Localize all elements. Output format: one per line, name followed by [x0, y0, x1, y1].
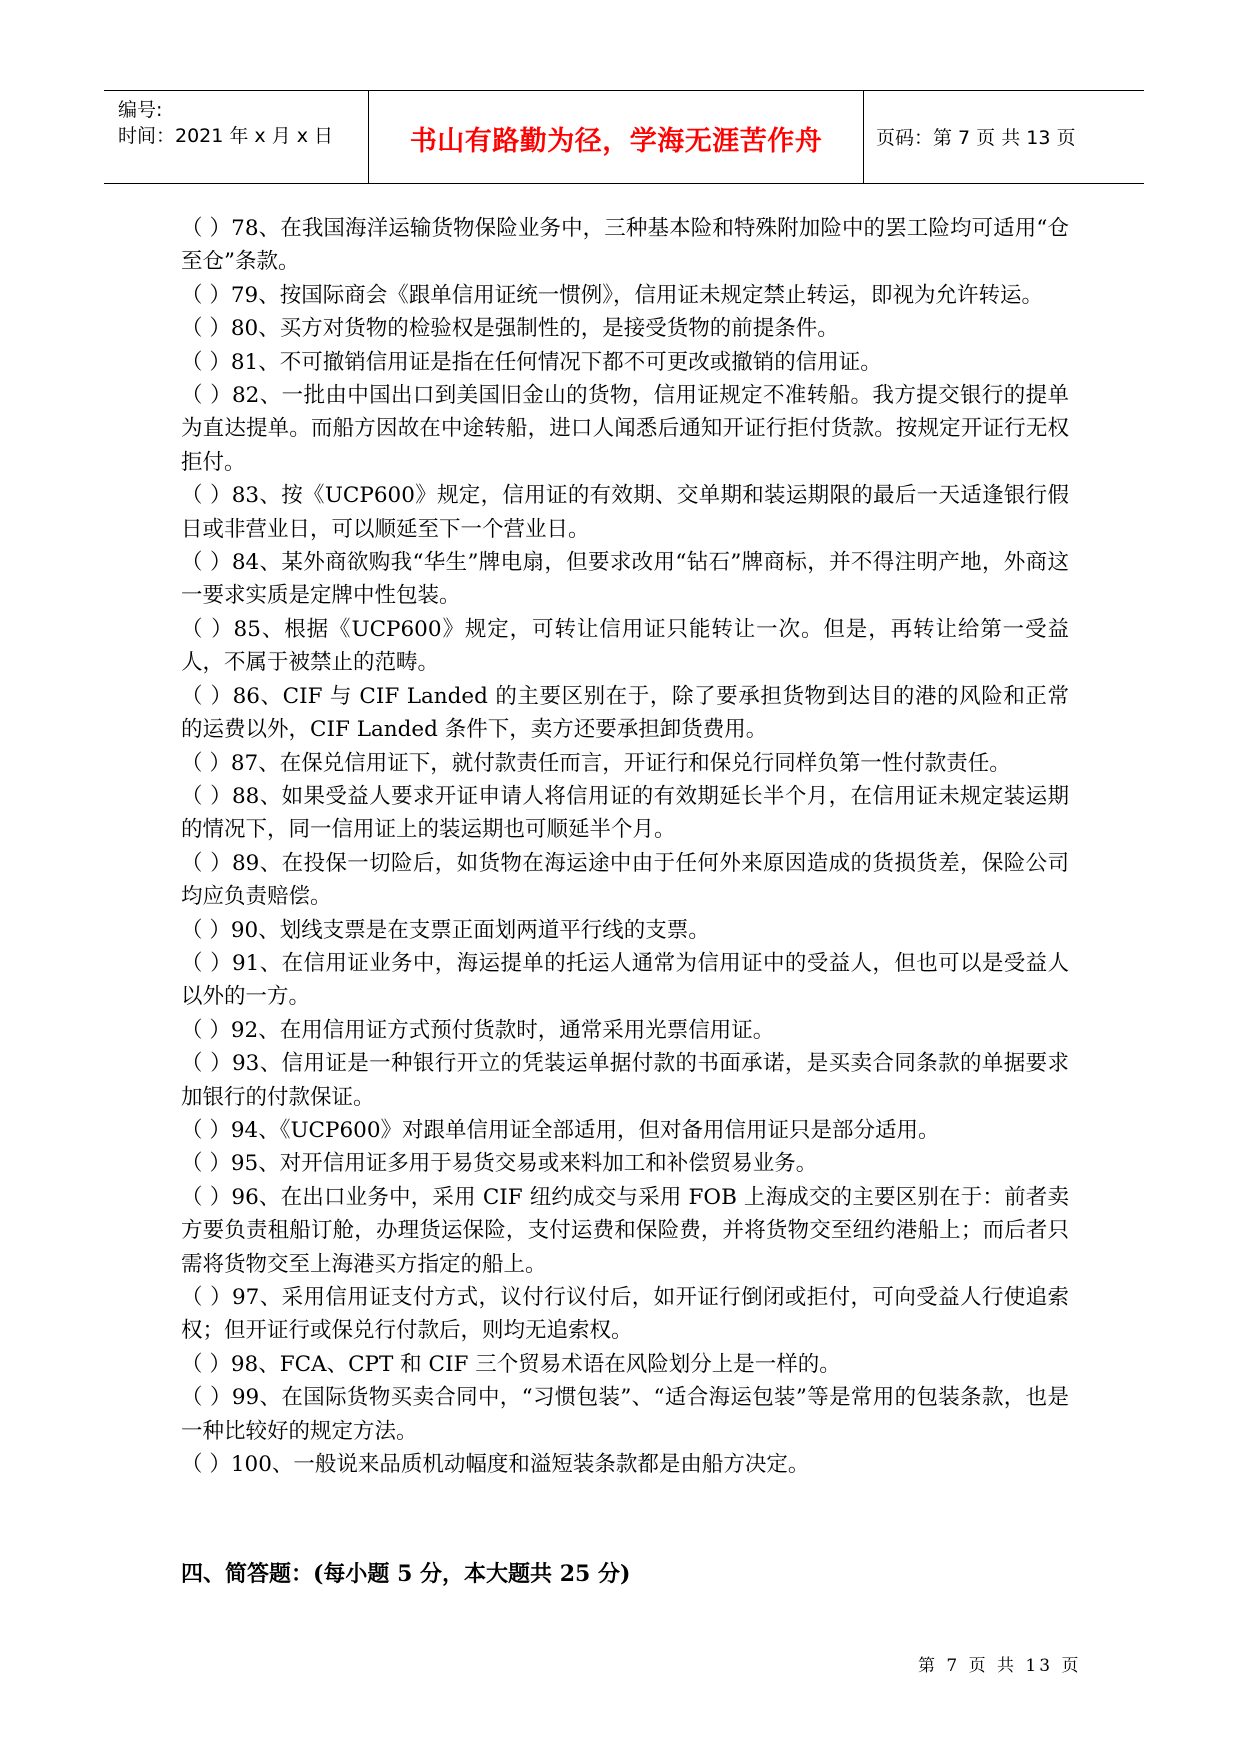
question-item: （ ）95、对开信用证多用于易货交易或来料加工和补偿贸易业务。 [181, 1151, 818, 1177]
header-middle-cell [369, 91, 864, 183]
number-label: 编号: [118, 99, 163, 121]
question-item: （ ）91、在信用证业务中，海运提单的托运人通常为信用证中的受益人，但也可以是受益人以外的一方。 [181, 950, 1069, 1010]
question-item: （ ）81、不可撤销信用证是指在任何情况下都不可更改或撤销的信用证。 [181, 349, 882, 375]
question-item: （ ）89、在投保一切险后，如货物在海运途中由于任何外来原因造成的货损货差，保险公司均应负责赔偿。 [181, 850, 1069, 910]
question-item: （ ）100、一般说来品质机动幅度和溢短装条款都是由船方决定。 [181, 1452, 810, 1478]
question-item: （ ）96、在出口业务中，采用 CIF 纽约成交与采用 FOB 上海成交的主要区别在于：前者卖方要负责租船订舱，办理货运保险，支付运费和保险费，并将货物交至纽约港船上；而后者只需将货物交至上海港买方指定的船上。 [181, 1184, 1069, 1277]
question-item: （ ）88、如果受益人要求开证申请人将信用证的有效期延长半个月，在信用证未规定装运期的情况下，同一信用证上的装运期也可顺延半个月。 [181, 783, 1069, 843]
question-item: （ ）87、在保兑信用证下，就付款责任而言，开证行和保兑行同样负第一性付款责任。 [181, 750, 1011, 776]
question-item: （ ）90、划线支票是在支票正面划两道平行线的支票。 [181, 917, 710, 943]
question-item: （ ）80、买方对货物的检验权是强制性的，是接受货物的前提条件。 [181, 316, 839, 342]
section-title: 四、简答题：(每小题 5 分，本大题共 25 分) [181, 1561, 631, 1587]
question-item: （ ）93、信用证是一种银行开立的凭装运单据付款的书面承诺，是买卖合同条款的单据要求加银行的付款保证。 [181, 1051, 1069, 1110]
page-footer: 第 7 页 共 13 页 [918, 1656, 1082, 1676]
question-item: （ ）97、采用信用证支付方式，议付行议付后，如开证行倒闭或拒付，可向受益人行使追索权；但开证行或保兑行付款后，则均无追索权。 [181, 1285, 1069, 1344]
header-page-number: 页码：第 7 页 共 13 页 [876, 127, 1076, 149]
time-label: 时间：2021 年 x 月 x 日 [118, 125, 334, 147]
question-item: （ ）98、FCA、CPT 和 CIF 三个贸易术语在风险划分上是一样的。 [181, 1351, 841, 1377]
question-item: （ ）86、CIF 与 CIF Landed 的主要区别在于，除了要承担货物到达目的港的风险和正常的运费以外，CIF Landed 条件下，卖方还要承担卸货费用。 [181, 683, 1069, 743]
question-item: （ ）92、在用信用证方式预付货款时，通常采用光票信用证。 [181, 1017, 775, 1043]
question-item: （ ）85、根据《UCP600》规定，可转让信用证只能转让一次。但是，再转让给第一受益人，不属于被禁止的范畴。 [181, 616, 1069, 676]
page-header [104, 90, 1144, 184]
question-list [181, 212, 1069, 1481]
question-item: （ ）79、按国际商会《跟单信用证统一惯例》，信用证未规定禁止转运，即视为允许转运。 [181, 282, 1043, 308]
question-item: （ ）82、一批由中国出口到美国旧金山的货物，信用证规定不准转船。我方提交银行的提单为直达提单。而船方因故在中途转船，进口人闻悉后通知开证行拒付货款。按规定开证行无权拒付。 [181, 383, 1069, 475]
question-item: （ ）84、某外商欲购我“华生”牌电扇，但要求改用“钻石”牌商标，并不得注明产地，外商这一要求实质是定牌中性包装。 [181, 550, 1069, 609]
question-item: （ ）83、按《UCP600》规定，信用证的有效期、交单期和装运期限的最后一天适逢银行假日或非营业日，可以顺延至下一个营业日。 [181, 483, 1069, 542]
question-item: （ ）78、在我国海洋运输货物保险业务中，三种基本险和特殊附加险中的罢工险均可适用“仓至仓”条款。 [181, 216, 1069, 275]
header-right-cell [864, 91, 1144, 183]
header-left-cell [104, 91, 369, 183]
header-motto: 书山有路勤为径，学海无涯苦作舟 [409, 126, 823, 157]
question-item: （ ）94、《UCP600》对跟单信用证全部适用，但对备用信用证只是部分适用。 [181, 1117, 940, 1143]
question-item: （ ）99、在国际货物买卖合同中，“习惯包装”、“适合海运包装”等是常用的包装条款，也是一种比较好的规定方法。 [181, 1385, 1069, 1444]
